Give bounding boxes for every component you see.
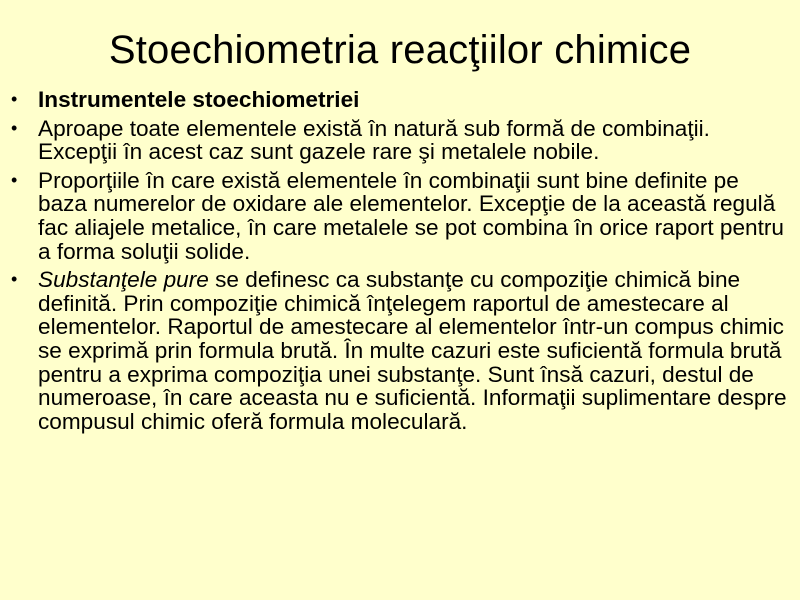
- bullet-text: se definesc ca substanţe cu compoziţie chimică bine definită. Prin compoziţie chimică înţelegem raportul de amestecare al elementelor. Raportul de amestecare al elementelor într-un compus chimic se exprimă prin formula brută. În multe cazuri este suficientă formula brută pentru a exprima compoziţia unei substanţe. Sunt însă cazuri, destul de numeroase, în care aceasta nu e suficientă. Informaţii suplimentare despre compusul chimic oferă formula moleculară.: [38, 267, 787, 434]
- bullet-italic-lead: Substanţele pure: [38, 267, 209, 293]
- bullet-text: Proporţiile în care există elementele în combinaţii sunt bine definite pe baza numerelor de oxidare ale elementelor. Excepţie de la această regulă fac aliajele metalice, în care metalele se pot combina în orice raport pentru a forma soluţii solide.: [38, 167, 784, 264]
- bullet-text: Instrumentele stoechiometriei: [38, 87, 360, 112]
- slide-content: [8, 88, 793, 438]
- bullet-icon: •: [11, 269, 18, 290]
- bullet-item-heading: [8, 88, 793, 112]
- bullet-icon: •: [11, 117, 18, 138]
- bullet-item-elements: [8, 117, 793, 164]
- bullet-text: Aproape toate elementele există în natură sub formă de combinaţii. Excepţii în acest caz sunt gazele rare şi metalele nobile.: [38, 115, 710, 165]
- bullet-icon: •: [11, 169, 18, 190]
- bullet-item-pure-substances: [8, 268, 793, 433]
- bullet-list: [8, 88, 793, 433]
- bullet-item-proportions: [8, 169, 793, 263]
- bullet-icon: •: [11, 89, 18, 109]
- slide-title: Stoechiometria reacţiilor chimice: [108, 28, 692, 72]
